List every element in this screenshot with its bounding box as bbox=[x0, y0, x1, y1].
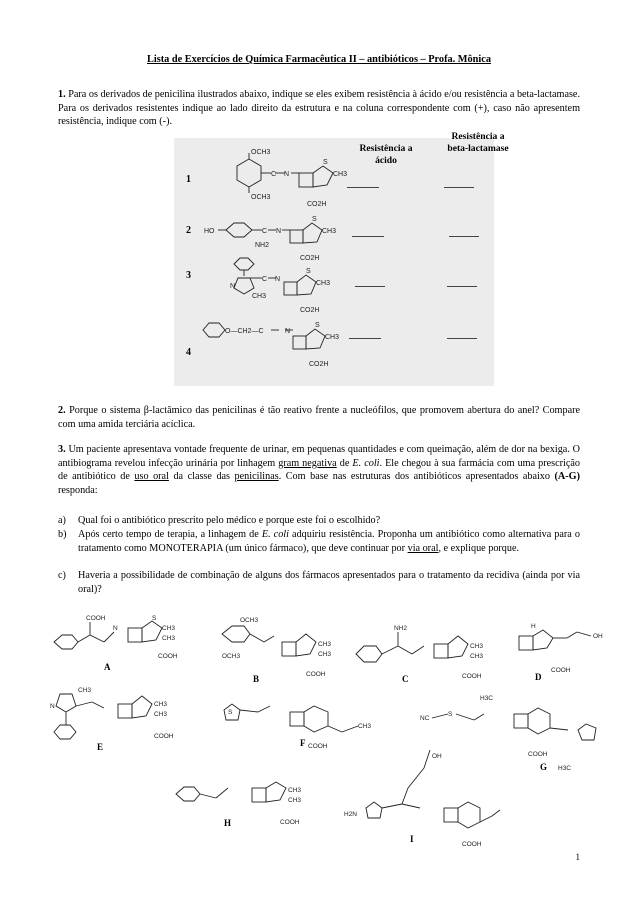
question-1-text: Para os derivados de penicilina ilustrados abaixo, indique se eles exibem resistência à ácido e/ou resistência a beta-lactamase. Para os derivados resistentes indique ao lado direito da estrutura e na coluna correspondente com (+), caso não apresentem resistência, indique com (-). bbox=[58, 89, 581, 128]
answer-blank-1-acid[interactable] bbox=[347, 187, 379, 188]
svg-text:NH2: NH2 bbox=[255, 242, 270, 249]
penicillins-term: penicilinas bbox=[234, 471, 279, 483]
svg-text:COOH: COOH bbox=[154, 733, 174, 740]
question-3: 3. Um paciente apresentava vontade frequente de urinar, em pequenas quantidades e com queimação, além de dor na bexiga. O antibiograma revelou infecção urinária por linhagem gram negativa de E. coli. Ele chegou à sua farmácia com uma prescrição de antibiótico de uso oral da classe das penicilinas. Com base nas estruturas dos antibióticos apresentados abaixo (A-G) responda: bbox=[58, 444, 581, 496]
svg-text:NH2: NH2 bbox=[394, 625, 408, 632]
structure-d-drawing bbox=[505, 618, 615, 678]
answer-blank-4-acid[interactable] bbox=[349, 338, 381, 339]
structure-e-drawing bbox=[48, 680, 198, 760]
svg-text:N: N bbox=[230, 283, 236, 290]
svg-text:CH3: CH3 bbox=[78, 687, 92, 694]
svg-text:NC: NC bbox=[420, 715, 430, 722]
svg-text:CH3: CH3 bbox=[470, 653, 484, 660]
svg-text:OCH3: OCH3 bbox=[251, 194, 271, 201]
structure-i-drawing bbox=[344, 738, 524, 850]
svg-text:OCH3: OCH3 bbox=[240, 617, 259, 624]
svg-text:COOH: COOH bbox=[528, 751, 548, 758]
column-acid-resistance: Resistência a ácido bbox=[359, 143, 413, 166]
structure-b-drawing bbox=[210, 612, 370, 684]
structure-4-drawing bbox=[197, 314, 347, 370]
svg-text:CH3: CH3 bbox=[162, 625, 176, 632]
svg-text:CH3: CH3 bbox=[318, 641, 332, 648]
structure-h-drawing bbox=[172, 770, 332, 832]
svg-text:OCH3: OCH3 bbox=[222, 653, 241, 660]
svg-text:H3C: H3C bbox=[480, 695, 494, 702]
svg-text:COOH: COOH bbox=[86, 615, 106, 622]
structure-a-drawing bbox=[50, 610, 200, 675]
svg-text:CO2H: CO2H bbox=[300, 307, 320, 314]
svg-text:COOH: COOH bbox=[551, 667, 571, 674]
svg-text:COOH: COOH bbox=[462, 841, 482, 848]
svg-text:CH3: CH3 bbox=[322, 228, 337, 235]
svg-text:CH3: CH3 bbox=[358, 723, 372, 730]
svg-text:S: S bbox=[152, 615, 157, 622]
gram-negative-term: gram negativa bbox=[278, 457, 337, 469]
structure-label-d: D bbox=[535, 672, 542, 682]
svg-text:S: S bbox=[228, 709, 233, 716]
svg-text:N: N bbox=[285, 328, 291, 335]
svg-text:N: N bbox=[50, 703, 55, 710]
structure-label-a: A bbox=[104, 662, 111, 672]
svg-text:N: N bbox=[275, 276, 281, 283]
structure-label-g: G bbox=[540, 762, 548, 772]
svg-text:N: N bbox=[276, 228, 282, 235]
svg-text:OH: OH bbox=[432, 753, 442, 760]
svg-text:CH3: CH3 bbox=[162, 635, 176, 642]
structure-label-i: I bbox=[410, 834, 414, 844]
structure-label-c: C bbox=[402, 674, 409, 684]
svg-text:CH3: CH3 bbox=[325, 334, 340, 341]
column-beta-lactamase-resistance: Resistência a beta-lactamase bbox=[447, 131, 509, 154]
question-2-text: Porque o sistema β-lactâmico das penicilinas é tão reativo frente a nucleófilos, que promovem abertura do anel? Compare com uma amida terciária acíclica. bbox=[58, 405, 580, 430]
svg-text:S: S bbox=[306, 268, 311, 275]
structure-label-b: B bbox=[253, 674, 260, 684]
structure-label-h: H bbox=[224, 818, 232, 828]
svg-text:CH3: CH3 bbox=[333, 171, 348, 178]
svg-text:COOH: COOH bbox=[308, 743, 328, 750]
svg-text:C: C bbox=[262, 228, 268, 235]
question-2 bbox=[58, 404, 580, 431]
svg-text:CH3: CH3 bbox=[154, 711, 168, 718]
question-1 bbox=[58, 88, 580, 129]
item-b: b) Após certo tempo de terapia, a linhagem de E. coli adquiriu resistência. Proponha um antibiótico como alternativa para o tratamento como MONOTERAPIA (um único fármaco), que deve continuar por via oral, e explique porque. bbox=[58, 529, 580, 554]
svg-text:O—CH2—C: O—CH2—C bbox=[225, 328, 264, 335]
structure-1-drawing bbox=[195, 148, 348, 210]
structure-label-e: E bbox=[97, 742, 104, 752]
structure-label-f: F bbox=[300, 738, 306, 748]
svg-text:N: N bbox=[113, 625, 118, 632]
answer-blank-4-beta[interactable] bbox=[447, 338, 477, 339]
svg-text:CH3: CH3 bbox=[318, 651, 332, 658]
svg-text:H3C: H3C bbox=[558, 765, 572, 772]
svg-text:CH3: CH3 bbox=[316, 280, 331, 287]
svg-text:C: C bbox=[271, 171, 277, 178]
structure-number-3: 3 bbox=[186, 270, 191, 281]
structure-number-1: 1 bbox=[186, 174, 191, 185]
svg-text:CO2H: CO2H bbox=[307, 201, 327, 208]
question-1-number: 1. bbox=[58, 89, 66, 100]
svg-text:OH: OH bbox=[593, 633, 603, 640]
svg-text:CO2H: CO2H bbox=[309, 361, 329, 368]
svg-text:H2N: H2N bbox=[344, 811, 358, 818]
svg-text:CH3: CH3 bbox=[252, 293, 267, 300]
structure-c-drawing bbox=[350, 616, 510, 686]
svg-text:C: C bbox=[262, 276, 268, 283]
structure-number-2: 2 bbox=[186, 225, 191, 236]
structure-number-4: 4 bbox=[186, 347, 191, 358]
svg-text:N: N bbox=[284, 171, 290, 178]
oral-use-term: uso oral bbox=[134, 471, 169, 483]
svg-text:COOH: COOH bbox=[280, 819, 300, 826]
svg-text:CH3: CH3 bbox=[470, 643, 484, 650]
answer-blank-2-beta[interactable] bbox=[449, 236, 479, 237]
svg-text:S: S bbox=[315, 322, 320, 329]
svg-text:S: S bbox=[323, 159, 328, 166]
svg-text:CO2H: CO2H bbox=[300, 255, 320, 262]
page-number: 1 bbox=[575, 852, 580, 862]
answer-blank-2-acid[interactable] bbox=[352, 236, 384, 237]
svg-text:COOH: COOH bbox=[306, 671, 326, 678]
svg-text:OCH3: OCH3 bbox=[251, 149, 271, 156]
page-title: Lista de Exercícios de Química Farmacêutica II – antibióticos – Profa. Mônica bbox=[147, 54, 491, 65]
svg-text:CH3: CH3 bbox=[288, 787, 302, 794]
item-c: c) Haveria a possibilidade de combinação de alguns dos fármacos apresentados para o tratamento da recidiva (ainda por via oral)? bbox=[58, 570, 580, 595]
question-3-number: 3. bbox=[58, 444, 66, 455]
svg-text:H: H bbox=[531, 623, 536, 630]
answer-blank-3-acid[interactable] bbox=[355, 286, 385, 287]
svg-text:COOH: COOH bbox=[158, 653, 178, 660]
svg-text:S: S bbox=[312, 216, 317, 223]
svg-text:S: S bbox=[448, 711, 453, 718]
item-a: a) Qual foi o antibiótico prescrito pelo médico e porque este foi o escolhido? bbox=[58, 515, 381, 526]
answer-blank-1-beta[interactable] bbox=[444, 187, 474, 188]
svg-text:HO: HO bbox=[204, 228, 215, 235]
oral-route-term: via oral bbox=[407, 542, 439, 554]
svg-text:CH3: CH3 bbox=[154, 701, 168, 708]
structure-3-drawing bbox=[228, 256, 358, 318]
svg-text:COOH: COOH bbox=[462, 673, 482, 680]
svg-text:CH3: CH3 bbox=[288, 797, 302, 804]
question-2-number: 2. bbox=[58, 405, 66, 416]
answer-blank-3-beta[interactable] bbox=[447, 286, 477, 287]
